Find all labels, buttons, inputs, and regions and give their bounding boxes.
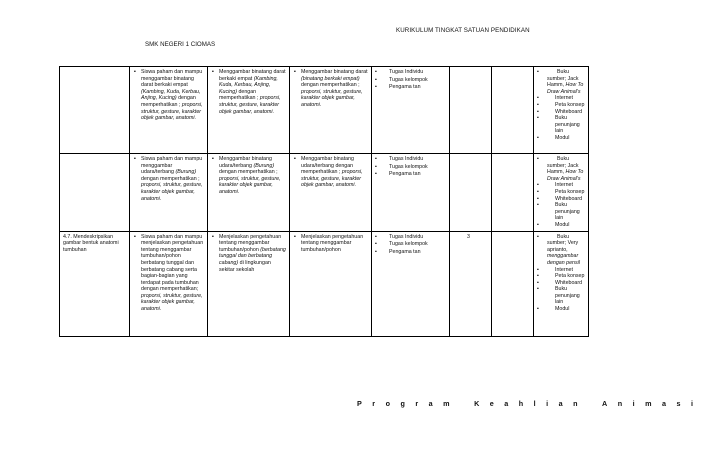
materi-text: dengan memperhatikan ; <box>141 95 196 108</box>
waktu-text <box>453 69 467 75</box>
bullet-icon: ▪ <box>375 84 377 91</box>
penilaian-text: Tugas kelompok <box>389 241 428 248</box>
sumber-text: Internet <box>555 182 573 189</box>
kegiatan-cell <box>208 154 290 232</box>
bullet-icon: ▪ <box>375 156 377 162</box>
kegiatan-list <box>211 234 286 274</box>
sumber-text: Modul <box>555 306 570 313</box>
table-row <box>60 154 589 232</box>
materi-text: proporsi, struktur, gesture, karakter objek gambar, anatomi. <box>141 101 203 122</box>
bullet-icon: ▪ <box>537 273 539 280</box>
sumber-item <box>537 202 585 222</box>
indikator-text: Menggambar binatang darat <box>301 69 368 75</box>
kegiatan-text: proporsi, struktur, gesture, karakter objek gambar, anatomi. <box>219 95 281 115</box>
kegiatan-text: proporsi, struktur, gesture, karakter objek gambar, anatomi. <box>219 175 281 195</box>
kegiatan-text: dengan memperhatikan ; <box>219 88 260 102</box>
bullet-icon: ▪ <box>375 241 377 248</box>
penilaian-item <box>375 156 446 163</box>
waktu-text: 3 <box>467 233 470 240</box>
empty-cell <box>492 154 534 232</box>
bullet-icon: ▪ <box>537 221 539 228</box>
materi-item <box>141 69 204 122</box>
indikator-text: Menjelaskan pengetahuan tentang menggambar tumbuhan/pohon <box>301 233 364 253</box>
bullet-icon: ▪ <box>537 188 539 195</box>
sumber-text: Modul <box>555 134 570 141</box>
footer-word: Keahlian <box>474 399 589 408</box>
kegiatan-text: (Burung) <box>253 162 275 169</box>
sumber-text: Whiteboard <box>555 108 583 115</box>
sumber-intro <box>537 234 585 267</box>
sumber-intro <box>537 156 585 182</box>
penilaian-item <box>375 164 446 171</box>
sumber-text: Internet <box>555 95 573 102</box>
bullet-icon: ▪ <box>537 156 539 162</box>
indikator-text: proporsi, struktur, gesture, karakter objek gambar, anatomi. <box>301 88 363 108</box>
kegiatan-item <box>219 234 286 274</box>
sumber-text: Peta konsep <box>555 188 585 195</box>
penilaian-item <box>375 241 446 248</box>
bullet-icon: ▪ <box>537 101 539 108</box>
sumber-text: Internet <box>555 266 573 273</box>
kegiatan-text: (Kambing, Kuda, Kerbau, Anjing, Kucing) <box>219 75 278 95</box>
materi-text: Siswa paham dan mampu menggambar binatang darat berkaki empat <box>141 69 203 89</box>
penilaian-cell <box>372 67 450 154</box>
kegiatan-text: di lingkungan sekitar sekolah <box>219 259 271 273</box>
waktu-text <box>453 156 467 162</box>
sumber-text: Whiteboard <box>555 279 583 286</box>
sumber-book-title: How To Draw Animal's <box>547 169 584 182</box>
bullet-icon: ▪ <box>537 266 539 273</box>
materi-list <box>133 234 204 313</box>
sumber-item <box>537 273 585 280</box>
penilaian-text: Tugas kelompok <box>389 163 428 170</box>
footer-program <box>357 399 718 408</box>
sumber-cell <box>534 67 589 154</box>
sumber-item <box>537 95 585 102</box>
kegiatan-item <box>219 69 286 115</box>
kegiatan-list <box>211 69 286 115</box>
penilaian-item <box>375 77 446 84</box>
indikator-list <box>293 69 368 109</box>
kegiatan-cell <box>208 231 290 336</box>
indikator-cell <box>290 231 372 336</box>
indikator-list <box>293 156 368 189</box>
indikator-text: dengan memperhatikan ; <box>301 82 360 89</box>
competency-cell <box>60 67 130 154</box>
materi-list <box>133 156 204 202</box>
penilaian-cell <box>372 231 450 336</box>
indikator-item <box>301 69 368 109</box>
waktu-cell <box>450 231 492 336</box>
bullet-icon: ▪ <box>537 202 539 209</box>
sumber-list <box>537 156 585 229</box>
sumber-item <box>537 189 585 196</box>
bullet-icon: ▪ <box>537 195 539 202</box>
footer-word: Program <box>357 399 461 408</box>
penilaian-text: Tugas Individu <box>389 233 424 240</box>
materi-text: (Kambing, Kuda, Kerbau, Anjing, Kucing) <box>141 88 201 102</box>
bullet-icon: ▪ <box>537 286 539 293</box>
syllabus-table <box>59 66 589 337</box>
penilaian-item <box>375 249 446 256</box>
bullet-icon: ▪ <box>537 69 539 75</box>
kegiatan-text: dengan memperhatikan ; <box>219 169 278 176</box>
penilaian-cell <box>372 154 450 232</box>
footer-word: Animasi <box>602 399 704 408</box>
sumber-intro <box>537 69 585 95</box>
sumber-text: Peta konsep <box>555 101 585 108</box>
empty-cell <box>492 231 534 336</box>
penilaian-item <box>375 84 446 91</box>
indikator-text: (binatang berkaki empat) <box>301 75 360 82</box>
sumber-text: Buku penunjang lain <box>555 286 580 306</box>
materi-cell <box>130 67 208 154</box>
table-row <box>60 231 589 336</box>
materi-text: Siswa paham dan mampu menjelaskan pengetahuan tentang menggambar tumbuhan/pohon berbatang tunggal dan berbatang cabang serta bagian-bagian yang terdapat pada tumbuhan dengan memperhatikan; <box>141 233 204 293</box>
competency-cell <box>60 154 130 232</box>
kegiatan-cell <box>208 67 290 154</box>
materi-cell <box>130 231 208 336</box>
sumber-cell <box>534 154 589 232</box>
materi-cell <box>130 154 208 232</box>
materi-item <box>141 156 204 202</box>
sumber-intro-text: Buku sumber; Jack Hamm, <box>547 156 579 176</box>
sumber-item <box>537 196 585 203</box>
kegiatan-text: Menggambar binatang darat berkaki empat <box>219 69 286 82</box>
sumber-item <box>537 280 585 287</box>
indikator-cell <box>290 154 372 232</box>
penilaian-item <box>375 234 446 241</box>
kegiatan-text: (berbatang tunggal dan berbatang cabang) <box>219 246 286 266</box>
sumber-item <box>537 222 585 229</box>
indikator-text: proporsi, struktur, gesture, karakter objek gambar, anatomi. <box>301 169 363 189</box>
bullet-icon: ▪ <box>537 279 539 286</box>
bullet-icon: ▪ <box>537 108 539 115</box>
penilaian-text: Tugas kelompok <box>389 76 428 83</box>
waktu-cell <box>450 154 492 232</box>
kegiatan-text: Menggambar binatang udara/terbang <box>219 156 273 169</box>
sumber-text: Whiteboard <box>555 195 583 202</box>
bullet-icon: ▪ <box>375 248 377 255</box>
materi-text: (Burung) <box>175 169 197 176</box>
sumber-list <box>537 234 585 313</box>
sumber-book-title: How To Draw Animal's <box>547 82 584 95</box>
sumber-text: Buku penunjang lain <box>555 115 580 135</box>
penilaian-text: Pengama tan <box>389 248 421 255</box>
sumber-book-title: menggambar dengan pensil <box>547 253 580 266</box>
penilaian-item <box>375 171 446 178</box>
bullet-icon: ▪ <box>537 115 539 122</box>
table-row <box>60 67 589 154</box>
penilaian-text: Pengama tan <box>389 84 421 91</box>
school-name: SMK NEGERI 1 CIOMAS <box>145 41 216 48</box>
sumber-item <box>537 102 585 109</box>
sumber-cell <box>534 231 589 336</box>
sumber-item <box>537 115 585 135</box>
materi-text: proporsi, struktur, gesture, karakter objek gambar, anatomi. <box>141 182 203 202</box>
sumber-list <box>537 69 585 142</box>
bullet-icon: ▪ <box>537 233 539 240</box>
kegiatan-item <box>219 156 286 196</box>
bullet-icon: ▪ <box>537 182 539 189</box>
materi-text: Siswa paham dan mampu menggambar udara/terbang <box>141 156 203 176</box>
bullet-icon: ▪ <box>375 171 377 178</box>
indikator-item <box>301 234 368 254</box>
sumber-text: Peta konsep <box>555 273 585 280</box>
kegiatan-list <box>211 156 286 196</box>
materi-text: proporsi, struktur, gesture, karakter objek gambar, anatomi. <box>141 292 203 313</box>
bullet-icon: ▪ <box>375 76 377 83</box>
sumber-intro-text: Buku sumber; Very aprianto, <box>547 233 579 253</box>
indikator-cell <box>290 67 372 154</box>
sumber-item <box>537 267 585 274</box>
waktu-cell <box>450 67 492 154</box>
indikator-text: Menggambar binatang udara/terbang dengan memperhatikan ; <box>301 156 355 176</box>
competency-cell <box>60 231 130 336</box>
sumber-item <box>537 182 585 189</box>
indikator-list <box>293 234 368 254</box>
penilaian-text: Pengama tan <box>389 171 421 178</box>
sumber-item <box>537 109 585 116</box>
curriculum-title: KURIKULUM TINGKAT SATUAN PENDIDIKAN <box>396 27 530 34</box>
bullet-icon: ▪ <box>537 306 539 313</box>
indikator-item <box>301 156 368 189</box>
materi-text: dengan memperhatikan ; <box>141 175 200 182</box>
competency-text: 4.7. Mendeskripsikan gambar bentuk anatomi tumbuhan <box>63 233 119 253</box>
penilaian-text: Tugas Individu <box>389 69 424 75</box>
materi-list <box>133 69 204 122</box>
bullet-icon: ▪ <box>537 134 539 141</box>
kegiatan-text: Menjelaskan pengetahuan tentang menggambar tumbuhan/pohon <box>219 233 282 253</box>
sumber-text: Modul <box>555 221 570 228</box>
bullet-icon: ▪ <box>375 69 377 75</box>
penilaian-text: Tugas Individu <box>389 156 424 162</box>
empty-cell <box>492 67 534 154</box>
sumber-item <box>537 286 585 306</box>
materi-item <box>141 234 204 313</box>
bullet-icon: ▪ <box>375 233 377 240</box>
sumber-item <box>537 135 585 142</box>
bullet-icon: ▪ <box>375 163 377 170</box>
sumber-text: Buku penunjang lain <box>555 202 580 222</box>
bullet-icon: ▪ <box>537 95 539 102</box>
sumber-intro-text: Buku sumber; Jack Hamm, <box>547 69 579 89</box>
penilaian-item <box>375 69 446 76</box>
sumber-item <box>537 306 585 313</box>
